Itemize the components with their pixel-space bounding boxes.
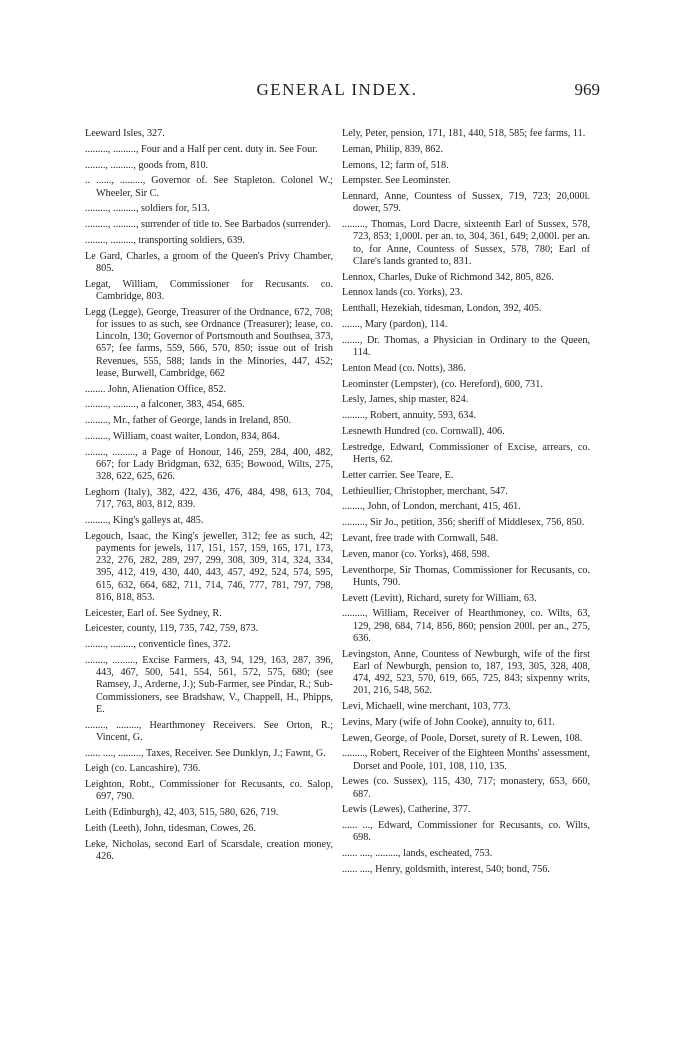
index-entry: Leke, Nicholas, second Earl of Scarsdale, creation money, 426. — [85, 838, 333, 862]
index-entry: Lethieullier, Christopher, merchant, 547. — [342, 485, 508, 497]
page-title: GENERAL INDEX. — [256, 80, 418, 99]
index-entry: Legat, William, Commissioner for Recusants. co. Cambridge, 803. — [85, 278, 333, 302]
index-entry: ........, ........., conventicle fines, 372. — [85, 639, 231, 651]
index-entry: Leventhorpe, Sir Thomas, Commissioner for Recusants, co. Hunts, 790. — [342, 564, 590, 588]
index-entry: Levins, Mary (wife of John Cooke), annuity to, 611. — [342, 716, 555, 728]
index-entry: ........., ........., a falconer, 383, 454, 685. — [85, 399, 245, 411]
index-entry: Lestredge, Edward, Commissioner of Excise, arrears, co. Herts, 62. — [342, 441, 590, 465]
index-entry: ........, ........., Excise Farmers, 43, 94, 129, 163, 287, 396, 443, 467, 500, 541, 554, 561, 572, 575, 680; (see Ramsey, J., Arderne, J.); Sub-Farmer, see Pindar, R.; Sub-Commissioners, see Bradshaw, V., Chappell, H., Phipps, E. — [85, 654, 333, 715]
index-entry: Levant, free trade with Cornwall, 548. — [342, 532, 499, 544]
index-entry: ........., ........., Four and a Half per cent. duty in. See Four. — [85, 143, 318, 155]
index-entry: Legouch, Isaac, the King's jeweller, 312; fee as such, 42; payments for jewels, 117, 151, 157, 159, 165, 171, 173, 232, 276, 282, 289, 297, 299, 308, 309, 314, 324, 334, 395, 412, 419, 430, 440, 443, 457, 492, 524, 574, 595, 615, 632, 664, 682, 711, 714, 746, 777, 781, 797, 798, 816, 818, 853. — [85, 530, 333, 603]
index-entry: Leicester, county, 119, 735, 742, 759, 873. — [85, 623, 259, 635]
index-entry: Lennox lands (co. Yorks), 23. — [342, 287, 463, 299]
index-entry: Lennox, Charles, Duke of Richmond 342, 805, 826. — [342, 271, 554, 283]
index-entry: Lewes (co. Sussex), 115, 430, 717; monastery, 653, 660, 687. — [342, 776, 590, 800]
index-entry: ........, ........., goods from, 810. — [85, 159, 209, 171]
index-entry: ........., Thomas, Lord Dacre, sixteenth Earl of Sussex, 578, 723, 853; 1,000l. per an. to, 304, 361, 649; 2,000l. per an. to, for Anne, Countess of Sussex, 578, 780; Earl of Clare's lands granted to, 831. — [342, 219, 590, 267]
index-entry: ........., ........., surrender of title to. See Barbados (surrender). — [85, 219, 331, 231]
index-entry: Leeward Isles, 327. — [85, 128, 165, 139]
index-entry: Levingston, Anne, Countess of Newburgh, wife of the first Earl of Newburgh, pension to, 187, 193, 305, 328, 408, 474, 492, 523, 570, 619, 665, 725, 843; sixpenny writs, 201, 216, 548, 562. — [342, 648, 590, 697]
index-entry: .. ......, ........., Governor of. See Stapleton. Colonel W.; Wheeler, Sir C. — [85, 175, 333, 199]
index-entry: Legg (Legge), George, Treasurer of the Ordnance, 672, 708; for issues to as such, see Ordnance (Treasurer); lease, co. Lincoln, 130; Governor of Portsmouth and Southsea, 373, 657; fee farms, 559, 566, 570, 850; issue out of Irish Revenues, 555, 588; lands in the Minories, 447, 452; lease, Burwell, Cambridge, 662 — [85, 306, 333, 379]
index-entry: Lely, Peter, pension, 171, 181, 440, 518, 585; fee farms, 11. — [342, 128, 586, 139]
index-entry: Lenthall, Hezekiah, tidesman, London, 392, 405. — [342, 303, 542, 315]
index-entry: ......., Mary (pardon), 114. — [342, 318, 448, 330]
index-entry: Lennard, Anne, Countess of Sussex, 719, 723; 20,000l. dower, 579. — [342, 191, 590, 215]
index-entry: ........, ........., a Page of Honour, 146, 259, 284, 400, 482, 667; for Lady Bridgman, 632, 635; Bowood, Wilts, 275, 328, 622, 625, 626. — [85, 446, 333, 483]
index-entry: Leith (Edinburgh), 42, 403, 515, 580, 626, 719. — [85, 807, 279, 819]
index-entry: ........ John, Alienation Office, 852. — [85, 383, 227, 395]
index-entry: Lesly, James, ship master, 824. — [342, 394, 469, 406]
index-entry: Leominster (Lempster), (co. Hereford), 600, 731. — [342, 378, 543, 390]
index-entry: ........., Sir Jo., petition, 356; sheriff of Middlesex, 756, 850. — [342, 517, 585, 529]
index-entry: Letter carrier. See Teare, E. — [342, 469, 454, 481]
index-entry: Leighton, Robt., Commissioner for Recusants, co. Salop, 697, 790. — [85, 779, 333, 803]
index-entry: Lewen, George, of Poole, Dorset, surety of R. Lewen, 108. — [342, 732, 583, 744]
index-entry: Levi, Michaell, wine merchant, 103, 773. — [342, 700, 511, 712]
index-entry: Leghorn (Italy), 382, 422, 436, 476, 484, 498, 613, 704, 717, 763, 803, 812, 839. — [85, 486, 333, 511]
index-entry: Leigh (co. Lancashire), 736. — [85, 763, 201, 775]
index-entry: ...... ...., ........., Taxes, Receiver. See Dunklyn, J.; Fawnt, G. — [85, 747, 326, 759]
index-entry: ........., ........., soldiers for, 513. — [85, 203, 210, 215]
index-entry: ...... ...., Henry, goldsmith, interest, 540; bond, 756. — [342, 863, 550, 875]
index-entry: ........., William, Receiver of Hearthmoney, co. Wilts, 63, 129, 298, 684, 714, 856, 860; pension 200l. per an., 275, 636. — [342, 608, 590, 644]
index-entry: Lemons, 12; farm of, 518. — [342, 159, 449, 171]
index-entry: ......., Dr. Thomas, a Physician in Ordinary to the Queen, 114. — [342, 334, 590, 358]
index-column-left — [85, 128, 333, 867]
page-number: 969 — [574, 80, 600, 99]
index-entry: Leman, Philip, 839, 862. — [342, 143, 444, 155]
index-entry: ...... ...., ........., lands, escheated, 753. — [342, 848, 493, 860]
index-entry: Leith (Leeth), John, tidesman, Cowes, 26. — [85, 822, 256, 834]
index-entry: ........, ........., Hearthmoney Receivers. See Orton, R.; Vincent, G. — [85, 719, 333, 743]
index-column-right — [342, 128, 590, 880]
index-entry: ........, ........., transporting soldiers, 639. — [85, 234, 245, 246]
index-entry: Levett (Levitt), Richard, surety for William, 63. — [342, 592, 537, 604]
index-entry: ...... ..., Edward, Commissioner for Recusants, co. Wilts, 698. — [342, 820, 590, 844]
index-entry: Lesnewth Hundred (co. Cornwall), 406. — [342, 425, 505, 437]
index-entry: Lewis (Lewes), Catherine, 377. — [342, 804, 471, 816]
index-entry: ........., Mr., father of George, lands in Ireland, 850. — [85, 415, 292, 427]
index-entry: Lempster. See Leominster. — [342, 175, 451, 187]
index-entry: Le Gard, Charles, a groom of the Queen's Privy Chamber, 805. — [85, 250, 333, 274]
index-entry: ........., William, coast waiter, London, 834, 864. — [85, 430, 280, 442]
page-header — [0, 78, 674, 102]
index-entry: ........., Robert, Receiver of the Eighteen Months' assessment, Dorset and Poole, 101, 108, 110, 135. — [342, 748, 590, 772]
index-entry: ........., King's galleys at, 485. — [85, 514, 204, 526]
index-entry: Leven, manor (co. Yorks), 468, 598. — [342, 548, 490, 560]
index-entry: ........., Robert, annuity, 593, 634. — [342, 410, 477, 422]
index-entry: Leicester, Earl of. See Sydney, R. — [85, 607, 222, 619]
index-entry: Lenton Mead (co. Notts), 386. — [342, 362, 466, 374]
index-entry: ........, John, of London, merchant, 415, 461. — [342, 501, 521, 513]
